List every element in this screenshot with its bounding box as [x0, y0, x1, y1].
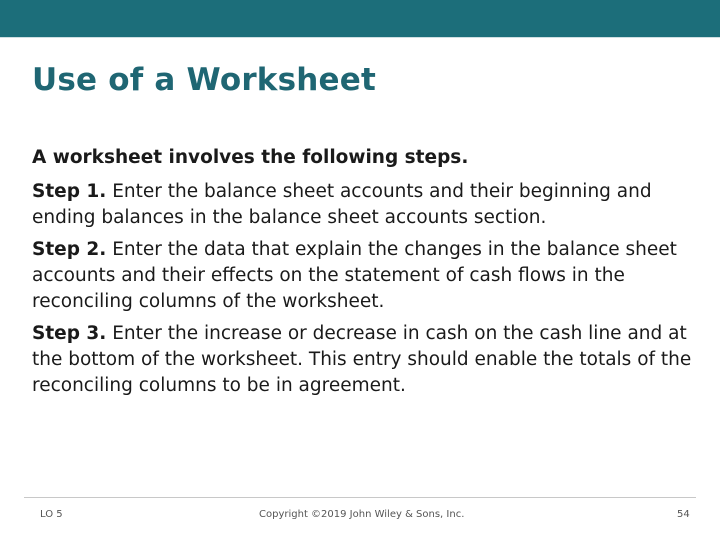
- step-3-text: Enter the increase or decrease in cash on the cash line and at the bottom of the worksheet. This entry should enable the totals of the reconciling columns to be in agreement.: [32, 323, 692, 396]
- footer-divider: [24, 497, 696, 498]
- step-2: [32, 237, 692, 315]
- step-3-label: Step 3.: [32, 323, 107, 344]
- intro-text: A worksheet involves the following steps.: [32, 147, 469, 168]
- step-2-text: Enter the data that explain the changes in the balance sheet accounts and their effects on the statement of cash flows in the reconciling columns of the worksheet.: [32, 239, 677, 312]
- page-number: 54: [677, 509, 690, 520]
- step-3: [32, 321, 692, 399]
- step-1: [32, 179, 692, 231]
- learning-objective-label: LO 5: [40, 509, 63, 520]
- slide-body: [32, 145, 692, 405]
- copyright-notice: Copyright ©2019 John Wiley & Sons, Inc.: [259, 509, 465, 520]
- step-1-text: Enter the balance sheet accounts and their beginning and ending balances in the balance sheet accounts section.: [32, 181, 652, 228]
- slide-title: Use of a Worksheet: [32, 62, 377, 98]
- header-divider: [0, 37, 720, 38]
- step-1-label: Step 1.: [32, 181, 107, 202]
- step-2-label: Step 2.: [32, 239, 107, 260]
- header-bar: [0, 0, 720, 37]
